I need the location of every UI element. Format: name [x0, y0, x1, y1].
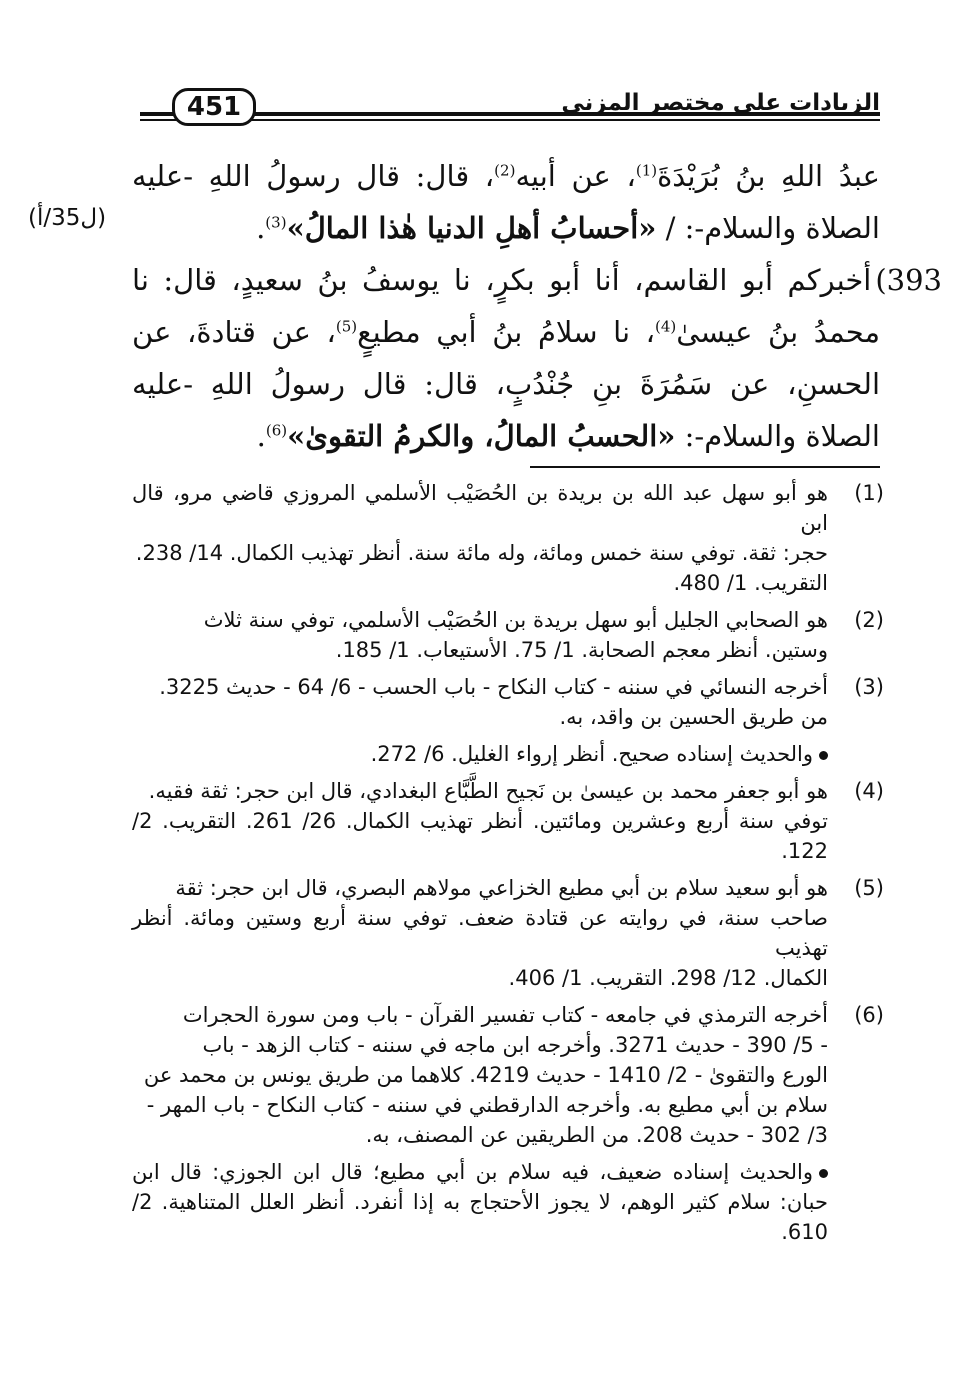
footnote-line: أخرجه النسائي في سننه - كتاب النكاح - باب الحسب - 6/ 64 - حديث 3225. [159, 675, 828, 699]
footnote-grading-note [132, 1157, 884, 1247]
running-title: الزيادات على مختصر المزني [561, 90, 880, 116]
bullet-icon [819, 1169, 828, 1178]
footnote-text [132, 478, 828, 598]
text-run: عبدُ اللهِ بنُ بُرَيْدَةَ [657, 159, 880, 193]
footnote-line: توفي سنة أربع وعشرين ومائتين. أنظر تهذيب الكمال. 26/ 261. التقريب. 2/ 122. [132, 809, 828, 863]
footnote-ref: (6) [265, 421, 288, 440]
footnote-5 [132, 873, 884, 993]
footnote-line: التقريب. 1/ 480. [673, 571, 828, 595]
paragraph-2 [132, 254, 942, 462]
footnote-number: (4) [854, 779, 884, 803]
footnote-text [132, 1000, 828, 1150]
hadith-quote: «أحسابُ أهلِ الدنيا هٰذا المالُ» [286, 211, 657, 245]
footnote-line: الكمال. 12/ 298. التقريب. 1/ 406. [508, 966, 828, 990]
footnote-ref: (5) [335, 317, 358, 336]
grading-text: والحديث إسناده ضعيف، فيه سلام بن أبي مطيع؛ قال ابن الجوزي: قال ابن حبان: سلام كثير الوهم، لا يجوز الأحتجاج به إذا أنفرد. أنظر العلل المتناهية. 2/ 610. [132, 1160, 828, 1244]
footnote-line: هو أبو جعفر محمد بن عيسىٰ بن نَجيح الطَّبَّاع البغدادي، قال ابن حجر: ثقة فقيه. [148, 779, 828, 803]
text-run: ، قال: قال رسولُ اللهِ -عليه الصلاة [132, 159, 880, 245]
footnote-1 [132, 478, 884, 598]
footnote-ref: (3) [265, 213, 287, 232]
footnote-line: - 5/ 390 - حديث 3271. وأخرجه ابن ماجه في سننه - كتاب الزهد - باب [202, 1033, 828, 1057]
text-run: والسلام-: / [656, 211, 797, 245]
footnote-line: صاحب سنة، في روايته عن قتادة ضعف. توفي سنة أربع وستين ومائة. أنظر تهذيب [132, 906, 828, 960]
text-run: ، عن أبيه [515, 159, 636, 193]
footnote-number: (5) [854, 876, 884, 900]
footnote-line: هو أبو سهل عبد الله بن بريدة بن الحُصَيْب الأسلمي المروزي قاضي مرو، قال ابن [132, 481, 828, 535]
footnote-4 [132, 776, 884, 866]
footnote-line: وستين. أنظر معجم الصحابة. 1/ 75. الأستيعاب. 1/ 185. [335, 638, 828, 662]
footnote-number: (1) [854, 481, 884, 505]
footnote-number: (2) [854, 608, 884, 632]
footnote-line: أخرجه الترمذي في جامعه - كتاب تفسير القرآن - باب ومن سورة الحجرات [182, 1003, 828, 1027]
text-run: . [256, 419, 266, 453]
hadith-quote: «الحسبُ المالُ، والكرمُ التقوىٰ» [287, 419, 676, 453]
grading-text: والحديث إسناده صحيح. أنظر إرواء الغليل. 6/ 272. [370, 742, 813, 766]
text-run: ، نا سلامُ بنُ أبي مطيعٍ [357, 315, 656, 349]
paragraph-1 [132, 150, 880, 254]
text-run: أخبركم أبو القاسم، أنا أبو بكرٍ، نا يوسفُ بنُ سعيدٍ، قال: نا محمدُ بنُ عيسىٰ [132, 263, 880, 349]
footnote-ref: (4) [655, 317, 677, 336]
footnote-text [132, 776, 828, 866]
footnote-number: (3) [854, 675, 884, 699]
hadith-number: 393) [875, 263, 942, 297]
footnote-number: (6) [854, 1003, 884, 1027]
manuscript-folio-note: (ل35/أ) [28, 205, 107, 231]
footnote-line: 3/ 302 - حديث 208. من الطريقين عن المصنف، به. [365, 1123, 828, 1147]
text-run: . [256, 211, 266, 245]
footnote-line: الورع والتقوىٰ - 2/ 1410 - حديث 4219. كلاهما من طريق يونس بن محمد عن [143, 1063, 828, 1087]
footnote-line: حجر: ثقة. توفي سنة خمس ومائة، وله مائة سنة. أنظر تهذيب الكمال. 14/ 238. [135, 541, 828, 565]
main-text [132, 150, 942, 462]
footnote-text [132, 672, 828, 732]
text-run: ، عن قتادةَ، عن الحسنِ، عن سَمُرَةَ بنِ جُنْدُبٍ، قال: قال رسولُ اللهِ -عليه الصلاة والسلام-: [132, 315, 880, 453]
footnote-line: سلام بن أبي مطيع به. وأخرجه الدارقطني في سننه - كتاب النكاح - باب المهر - [146, 1093, 828, 1117]
footnote-3 [132, 672, 884, 732]
footnotes [132, 478, 884, 1254]
footnote-ref: (1) [635, 161, 658, 180]
footnote-6 [132, 1000, 884, 1150]
footnote-text [132, 873, 828, 993]
footnote-separator [530, 466, 880, 468]
footnote-grading-note [132, 739, 884, 769]
page-header [140, 84, 880, 124]
footnote-text [132, 605, 828, 665]
page-number: 451 [172, 88, 256, 126]
bullet-icon [819, 751, 828, 760]
footnote-line: من طريق الحسين بن واقد، به. [559, 705, 828, 729]
footnote-ref: (2) [494, 161, 516, 180]
footnote-line: هو أبو سعيد سلام بن أبي مطيع الخزاعي مولاهم البصري، قال ابن حجر: ثقة [175, 876, 828, 900]
footnote-2 [132, 605, 884, 665]
footnote-line: هو الصحابي الجليل أبو سهل بريدة بن الحُصَيْب الأسلمي، توفي سنة ثلاث [203, 608, 828, 632]
